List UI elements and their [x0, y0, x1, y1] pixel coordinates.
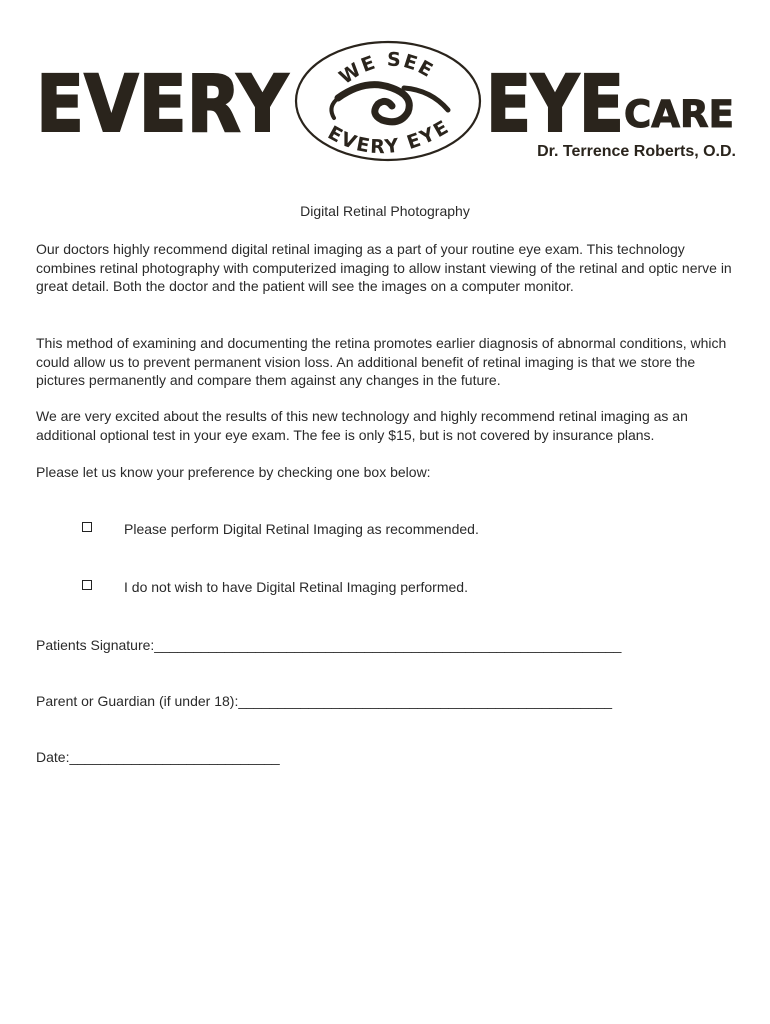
logo-word-every: EVERY	[36, 60, 290, 150]
paragraph-instructions: Please let us know your preference by checking one box below:	[36, 464, 431, 480]
date-field[interactable]: Date:___________________________	[36, 749, 280, 765]
logo-oval-emblem	[296, 42, 480, 160]
logo-text-every-eye: EVERY EYE	[324, 115, 454, 159]
logo-word-eye: EYE	[486, 60, 624, 150]
paragraph-fee: We are very excited about the results of this new technology and highly recommend retinal imaging as an additional optional test in your eye exam. The fee is only $15, but is not covered by insurance plans.	[36, 408, 688, 443]
logo-word-care: CARE	[624, 93, 734, 136]
letterhead	[36, 38, 736, 168]
patient-signature-field[interactable]: Patients Signature:____________________________________________________________	[36, 637, 622, 653]
option-perform-imaging-label: Please perform Digital Retinal Imaging as recommended.	[124, 521, 479, 537]
option-perform-imaging[interactable]	[82, 521, 479, 537]
option-decline-imaging-label: I do not wish to have Digital Retinal Imaging performed.	[124, 579, 468, 595]
checkbox-decline-imaging[interactable]	[82, 580, 92, 590]
document-title: Digital Retinal Photography	[300, 203, 470, 219]
doctor-name: Dr. Terrence Roberts, O.D.	[537, 143, 736, 160]
checkbox-perform-imaging[interactable]	[82, 522, 92, 532]
option-decline-imaging[interactable]	[82, 579, 468, 595]
logo-text-we-see: WE SEE	[335, 48, 439, 89]
paragraph-benefits: This method of examining and documenting the retina promotes earlier diagnosis of abnormal conditions, which could allow us to prevent permanent vision loss. An additional benefit of retinal imaging is that we store the pictures permanently and compare them against any changes in the future.	[36, 335, 727, 389]
paragraph-intro: Our doctors highly recommend digital retinal imaging as a part of your routine eye exam. This technology combines retinal photography with computerized imaging to allow instant viewing of the retinal and optic nerve in great detail. Both the doctor and the patient will see the images on a computer monitor.	[36, 241, 732, 295]
guardian-signature-field[interactable]: Parent or Guardian (if under 18):________________________________________________	[36, 693, 613, 709]
